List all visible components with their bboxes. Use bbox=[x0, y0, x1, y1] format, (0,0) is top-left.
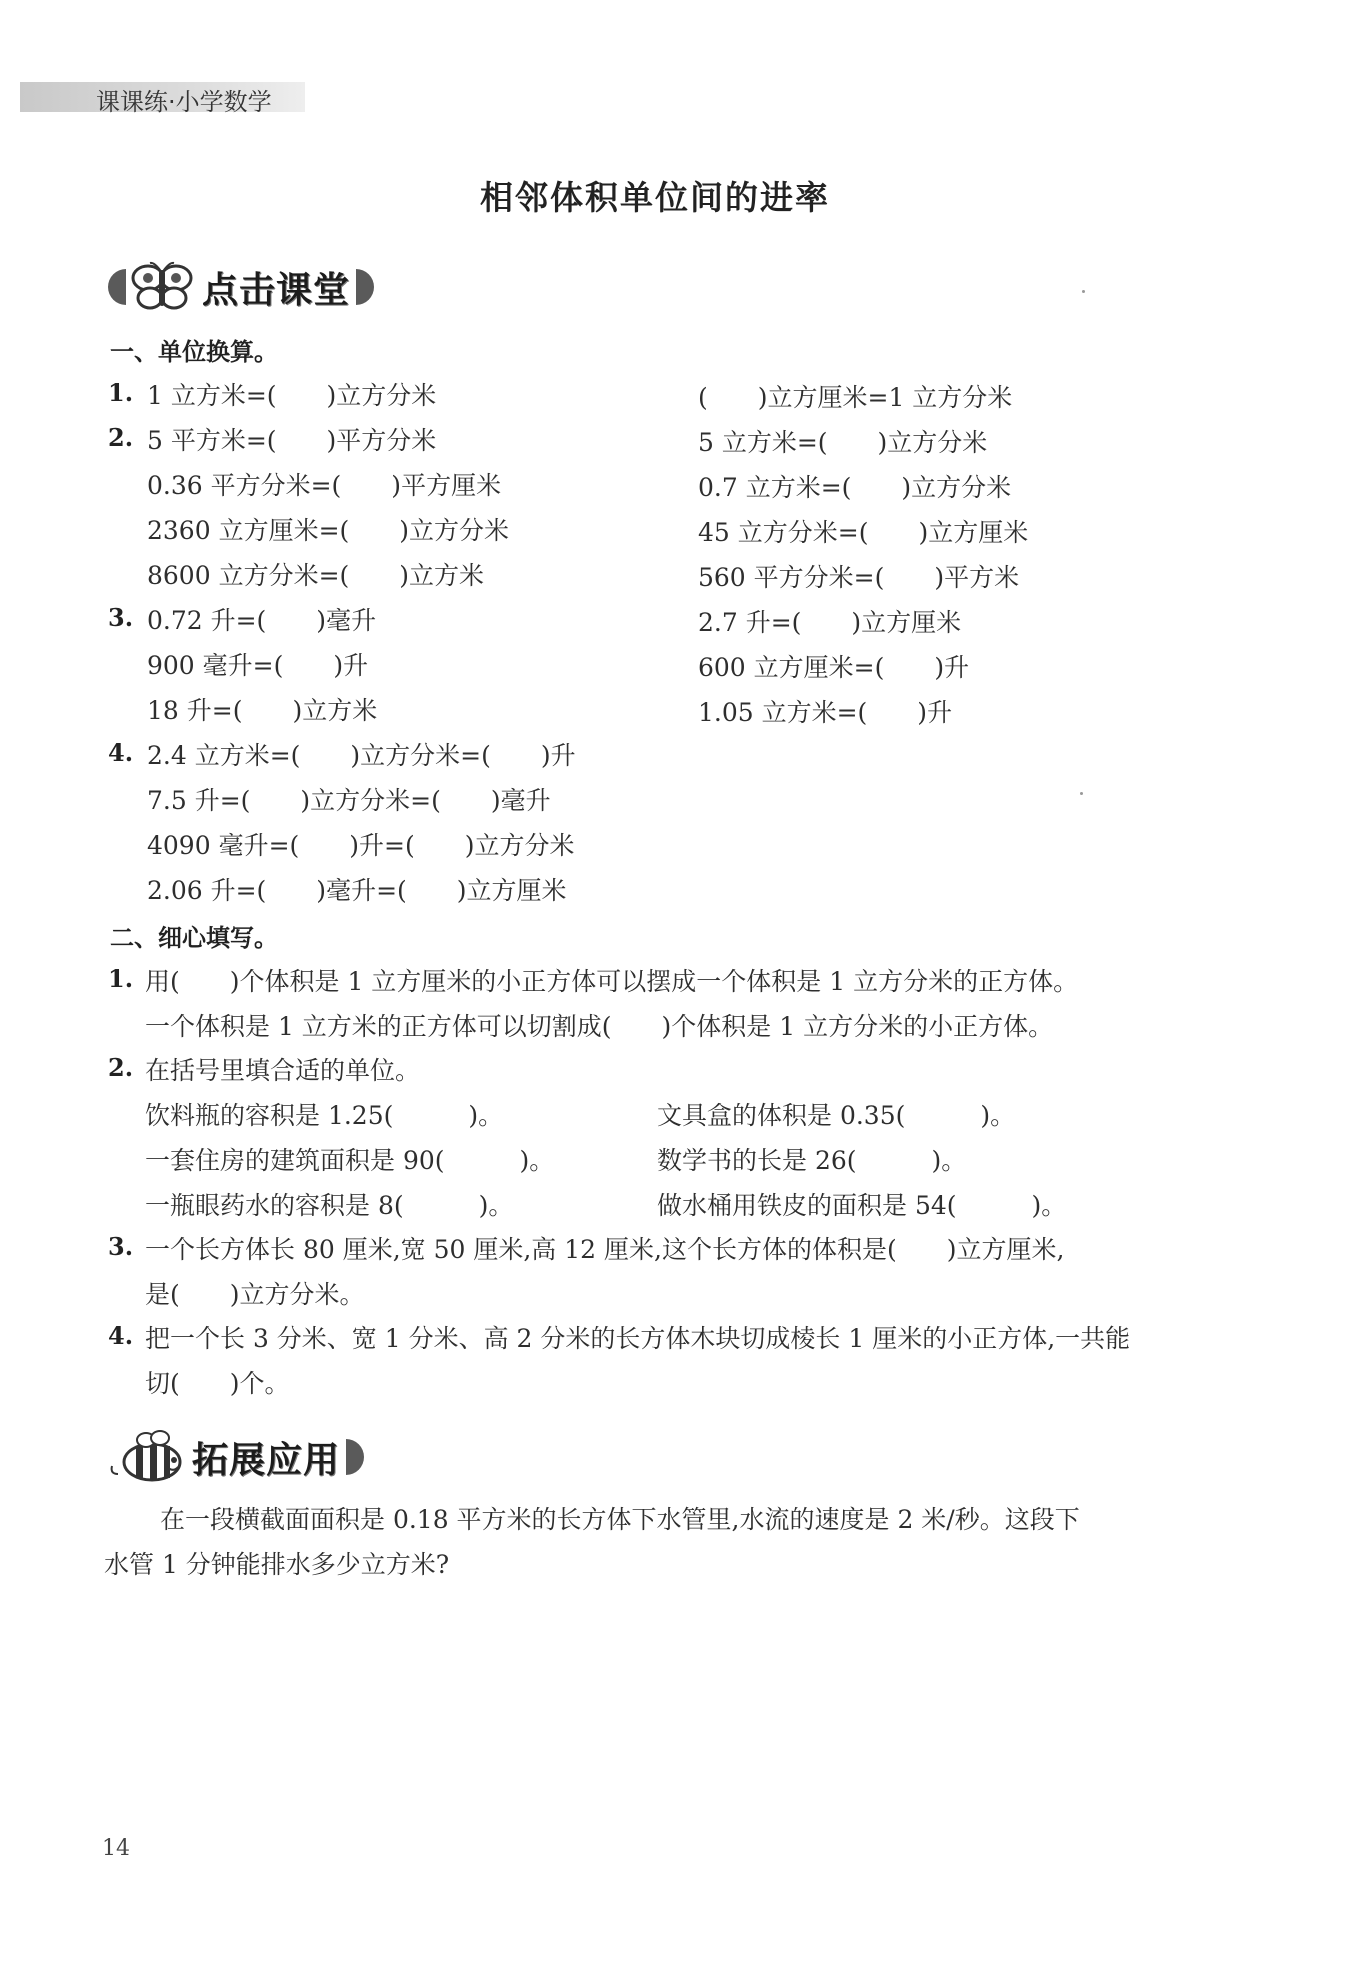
conversion-item: 0.72 升=( )毫升 bbox=[147, 606, 377, 635]
unit-fill-item: 文具盒的体积是 0.35( )。 bbox=[657, 1101, 1016, 1130]
bee-icon bbox=[108, 1430, 188, 1484]
word-problem-line: 水管 1 分钟能排水多少立方米? bbox=[104, 1550, 450, 1579]
conversion-item: 2.06 升=( )毫升=( )立方厘米 bbox=[147, 876, 567, 905]
part1-heading: 一、单位换算。 bbox=[110, 338, 278, 366]
question-number: 3. bbox=[108, 603, 134, 632]
question-number: 2. bbox=[108, 1053, 134, 1082]
conversion-item: 45 立方分米=( )立方厘米 bbox=[698, 518, 1029, 547]
part2-heading: 二、细心填写。 bbox=[110, 924, 278, 952]
section-banner-classroom bbox=[108, 260, 374, 314]
question-number: 2. bbox=[108, 423, 134, 452]
conversion-item: 5 平方米=( )平方分米 bbox=[147, 426, 437, 455]
question-number: 1. bbox=[108, 378, 134, 407]
scan-speck bbox=[1082, 290, 1085, 293]
conversion-item: 900 毫升=( )升 bbox=[147, 651, 369, 680]
banner-left-cap bbox=[108, 269, 126, 305]
scan-speck bbox=[1080, 792, 1083, 795]
butterfly-icon bbox=[126, 260, 198, 314]
conversion-item: 2.4 立方米=( )立方分米=( )升 bbox=[147, 741, 576, 770]
unit-fill-item: 一瓶眼药水的容积是 8( )。 bbox=[145, 1191, 514, 1220]
conversion-item: 8600 立方分米=( )立方米 bbox=[147, 561, 485, 590]
question-text: 一个体积是 1 立方米的正方体可以切割成( )个体积是 1 立方分米的小正方体。 bbox=[145, 1012, 1054, 1041]
conversion-item: 2360 立方厘米=( )立方分米 bbox=[147, 516, 510, 545]
conversion-item: 1.05 立方米=( )升 bbox=[698, 698, 953, 727]
book-series-title: 课课练·小学数学 bbox=[96, 88, 272, 116]
conversion-item: ( )立方厘米=1 立方分米 bbox=[698, 383, 1013, 412]
unit-fill-item: 做水桶用铁皮的面积是 54( )。 bbox=[657, 1191, 1067, 1220]
question-text: 切( )个。 bbox=[145, 1369, 290, 1398]
conversion-item: 18 升=( )立方米 bbox=[147, 696, 378, 725]
conversion-item: 0.7 立方米=( )立方分米 bbox=[698, 473, 1012, 502]
section-banner-extension bbox=[108, 1430, 364, 1484]
conversion-item: 0.36 平方分米=( )平方厘米 bbox=[147, 471, 502, 500]
conversion-item: 4090 毫升=( )升=( )立方分米 bbox=[147, 831, 575, 860]
question-text: 在括号里填合适的单位。 bbox=[145, 1056, 421, 1085]
conversion-item: 7.5 升=( )立方分米=( )毫升 bbox=[147, 786, 551, 815]
question-number: 4. bbox=[108, 1321, 134, 1350]
question-text: 把一个长 3 分米、宽 1 分米、高 2 分米的长方体木块切成棱长 1 厘米的小正方体,一共能 bbox=[145, 1324, 1131, 1353]
unit-fill-item: 数学书的长是 26( )。 bbox=[657, 1146, 967, 1175]
conversion-item: 5 立方米=( )立方分米 bbox=[698, 428, 988, 457]
question-number: 4. bbox=[108, 738, 134, 767]
unit-fill-item: 饮料瓶的容积是 1.25( )。 bbox=[145, 1101, 504, 1130]
question-text: 用( )个体积是 1 立方厘米的小正方体可以摆成一个体积是 1 立方分米的正方体。 bbox=[145, 967, 1079, 996]
conversion-item: 560 平方分米=( )平方米 bbox=[698, 563, 1020, 592]
banner-right-cap bbox=[346, 1439, 364, 1475]
word-problem-line: 在一段横截面面积是 0.18 平方米的长方体下水管里,水流的速度是 2 米/秒。这段下 bbox=[160, 1505, 1080, 1534]
question-text: 一个长方体长 80 厘米,宽 50 厘米,高 12 厘米,这个长方体的体积是( )立方厘米, bbox=[145, 1235, 1065, 1264]
question-number: 1. bbox=[108, 964, 134, 993]
conversion-item: 2.7 升=( )立方厘米 bbox=[698, 608, 962, 637]
conversion-item: 600 立方厘米=( )升 bbox=[698, 653, 970, 682]
page-title: 相邻体积单位间的进率 bbox=[480, 178, 830, 217]
page-number: 14 bbox=[102, 1836, 130, 1861]
conversion-item: 1 立方米=( )立方分米 bbox=[147, 381, 437, 410]
unit-fill-item: 一套住房的建筑面积是 90( )。 bbox=[145, 1146, 555, 1175]
banner-title: 点击课堂 bbox=[202, 269, 351, 311]
banner-right-cap bbox=[356, 269, 374, 305]
question-number: 3. bbox=[108, 1232, 134, 1261]
banner-title: 拓展应用 bbox=[192, 1439, 341, 1481]
question-text: 是( )立方分米。 bbox=[145, 1280, 365, 1309]
